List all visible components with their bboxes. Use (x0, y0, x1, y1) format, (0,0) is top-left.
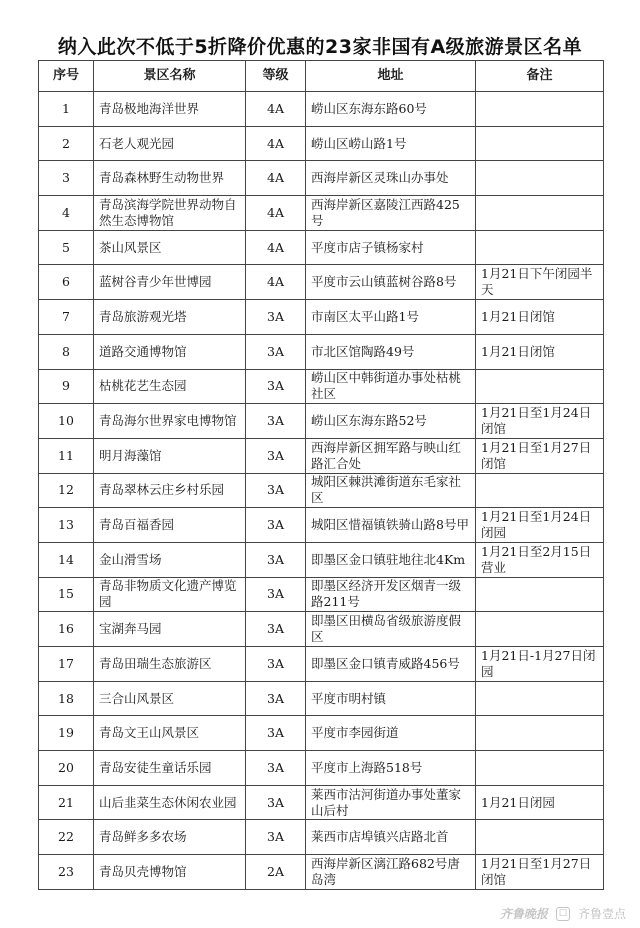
cell-no: 21 (39, 785, 94, 820)
cell-name: 青岛鲜多多农场 (94, 820, 246, 855)
cell-address: 莱西市沽河街道办事处董家山后村 (306, 785, 476, 820)
cell-grade: 4A (246, 196, 306, 231)
cell-no: 22 (39, 820, 94, 855)
cell-address: 城阳区惜福镇铁骑山路8号甲 (306, 508, 476, 543)
cell-note: 1月21日至1月27日闭馆 (476, 438, 604, 473)
table-row (39, 508, 604, 543)
cell-grade: 3A (246, 751, 306, 786)
cell-address: 市南区太平山路1号 (306, 300, 476, 335)
cell-no: 3 (39, 161, 94, 196)
table-row (39, 334, 604, 369)
cell-name: 山后韭菜生态休闲农业园 (94, 785, 246, 820)
table-row (39, 542, 604, 577)
cell-no: 18 (39, 681, 94, 716)
cell-note: 1月21日至2月15日营业 (476, 542, 604, 577)
cell-note (476, 612, 604, 647)
cell-address: 莱西市店埠镇兴店路北首 (306, 820, 476, 855)
cell-no: 5 (39, 230, 94, 265)
table-row (39, 751, 604, 786)
table-row (39, 404, 604, 439)
table-row (39, 785, 604, 820)
cell-name: 青岛翠林云庄乡村乐园 (94, 473, 246, 508)
cell-no: 16 (39, 612, 94, 647)
cell-note (476, 196, 604, 231)
cell-note: 1月21日-1月27日闭园 (476, 647, 604, 682)
cell-no: 8 (39, 334, 94, 369)
cell-note (476, 577, 604, 612)
cell-note: 1月21日下午闭园半天 (476, 265, 604, 300)
cell-grade: 3A (246, 473, 306, 508)
watermark-box-icon: ☐ (556, 907, 570, 921)
cell-address: 崂山区东海东路52号 (306, 404, 476, 439)
cell-name: 枯桃花艺生态园 (94, 369, 246, 404)
cell-no: 12 (39, 473, 94, 508)
cell-note (476, 473, 604, 508)
cell-name: 青岛贝壳博物馆 (94, 855, 246, 890)
cell-grade: 3A (246, 577, 306, 612)
cell-note (476, 716, 604, 751)
header-name: 景区名称 (94, 61, 246, 92)
watermark-platform: 齐鲁壹点 (577, 907, 626, 921)
cell-address: 平度市店子镇杨家村 (306, 230, 476, 265)
table-row (39, 681, 604, 716)
cell-grade: 3A (246, 438, 306, 473)
cell-grade: 3A (246, 647, 306, 682)
cell-grade: 3A (246, 716, 306, 751)
cell-note (476, 161, 604, 196)
cell-grade: 3A (246, 612, 306, 647)
cell-address: 崂山区东海东路60号 (306, 92, 476, 127)
table-row (39, 473, 604, 508)
table-row (39, 161, 604, 196)
cell-address: 平度市李园街道 (306, 716, 476, 751)
cell-name: 茶山风景区 (94, 230, 246, 265)
table-row (39, 196, 604, 231)
cell-note (476, 681, 604, 716)
cell-no: 19 (39, 716, 94, 751)
cell-note: 1月21日至1月24日闭馆 (476, 404, 604, 439)
cell-grade: 3A (246, 542, 306, 577)
cell-name: 金山滑雪场 (94, 542, 246, 577)
table-header-row (39, 61, 604, 92)
table-row (39, 92, 604, 127)
cell-no: 2 (39, 126, 94, 161)
page-title: 纳入此次不低于5折降价优惠的23家非国有A级旅游景区名单 (57, 36, 583, 58)
header-note: 备注 (476, 61, 604, 92)
table-row (39, 369, 604, 404)
cell-name: 青岛文王山风景区 (94, 716, 246, 751)
cell-address: 崂山区中韩街道办事处枯桃社区 (306, 369, 476, 404)
cell-address: 即墨区田横岛省级旅游度假区 (306, 612, 476, 647)
cell-address: 西海岸新区灵珠山办事处 (306, 161, 476, 196)
table-row (39, 230, 604, 265)
header-grade: 等级 (246, 61, 306, 92)
cell-no: 4 (39, 196, 94, 231)
cell-name: 明月海藻馆 (94, 438, 246, 473)
cell-note (476, 369, 604, 404)
cell-no: 14 (39, 542, 94, 577)
cell-address: 西海岸新区拥军路与映山红路汇合处 (306, 438, 476, 473)
cell-no: 13 (39, 508, 94, 543)
cell-address: 崂山区崂山路1号 (306, 126, 476, 161)
table-body (39, 92, 604, 890)
cell-note: 1月21日闭园 (476, 785, 604, 820)
cell-grade: 4A (246, 92, 306, 127)
cell-note: 1月21日闭馆 (476, 334, 604, 369)
cell-note (476, 751, 604, 786)
cell-no: 23 (39, 855, 94, 890)
cell-grade: 3A (246, 369, 306, 404)
cell-name: 青岛非物质文化遗产博览园 (94, 577, 246, 612)
table-row (39, 647, 604, 682)
cell-name: 三合山风景区 (94, 681, 246, 716)
cell-no: 17 (39, 647, 94, 682)
cell-grade: 4A (246, 265, 306, 300)
cell-note (476, 820, 604, 855)
cell-name: 宝湖奔马园 (94, 612, 246, 647)
cell-no: 15 (39, 577, 94, 612)
table-row (39, 820, 604, 855)
cell-grade: 3A (246, 404, 306, 439)
cell-address: 市北区馆陶路49号 (306, 334, 476, 369)
cell-name: 青岛田瑞生态旅游区 (94, 647, 246, 682)
cell-note (476, 126, 604, 161)
cell-note: 1月21日至1月24日闭园 (476, 508, 604, 543)
cell-address: 西海岸新区嘉陵江西路425号 (306, 196, 476, 231)
cell-name: 青岛旅游观光塔 (94, 300, 246, 335)
cell-no: 11 (39, 438, 94, 473)
scenic-area-table (38, 60, 604, 890)
cell-name: 道路交通博物馆 (94, 334, 246, 369)
cell-note: 1月21日至1月27日闭馆 (476, 855, 604, 890)
cell-note (476, 92, 604, 127)
cell-grade: 3A (246, 785, 306, 820)
cell-address: 城阳区棘洪滩街道东毛家社区 (306, 473, 476, 508)
cell-name: 青岛极地海洋世界 (94, 92, 246, 127)
cell-grade: 3A (246, 508, 306, 543)
cell-name: 青岛海尔世界家电博物馆 (94, 404, 246, 439)
cell-address: 西海岸新区漓江路682号唐岛湾 (306, 855, 476, 890)
cell-address: 平度市上海路518号 (306, 751, 476, 786)
cell-grade: 3A (246, 681, 306, 716)
cell-grade: 4A (246, 230, 306, 265)
cell-name: 石老人观光园 (94, 126, 246, 161)
cell-address: 即墨区金口镇驻地往北4Km (306, 542, 476, 577)
cell-note (476, 230, 604, 265)
cell-name: 青岛滨海学院世界动物自然生态博物馆 (94, 196, 246, 231)
table-row (39, 265, 604, 300)
cell-no: 20 (39, 751, 94, 786)
cell-name: 青岛安徒生童话乐园 (94, 751, 246, 786)
cell-address: 平度市云山镇蓝树谷路8号 (306, 265, 476, 300)
cell-name: 蓝树谷青少年世博园 (94, 265, 246, 300)
cell-grade: 3A (246, 820, 306, 855)
table-row (39, 612, 604, 647)
watermark-brand: 齐鲁晚报 (499, 907, 548, 921)
cell-no: 10 (39, 404, 94, 439)
cell-address: 平度市明村镇 (306, 681, 476, 716)
table-row (39, 577, 604, 612)
cell-address: 即墨区金口镇青威路456号 (306, 647, 476, 682)
table-row (39, 300, 604, 335)
cell-name: 青岛百福香园 (94, 508, 246, 543)
cell-address: 即墨区经济开发区烟青一级路211号 (306, 577, 476, 612)
cell-grade: 3A (246, 300, 306, 335)
table-row (39, 716, 604, 751)
header-no: 序号 (39, 61, 94, 92)
cell-grade: 4A (246, 126, 306, 161)
table-row (39, 126, 604, 161)
watermark (500, 905, 626, 922)
table-row (39, 855, 604, 890)
cell-no: 9 (39, 369, 94, 404)
table-row (39, 438, 604, 473)
cell-name: 青岛森林野生动物世界 (94, 161, 246, 196)
cell-note: 1月21日闭馆 (476, 300, 604, 335)
cell-grade: 3A (246, 334, 306, 369)
cell-grade: 4A (246, 161, 306, 196)
cell-no: 6 (39, 265, 94, 300)
cell-grade: 2A (246, 855, 306, 890)
cell-no: 1 (39, 92, 94, 127)
header-address: 地址 (306, 61, 476, 92)
cell-no: 7 (39, 300, 94, 335)
